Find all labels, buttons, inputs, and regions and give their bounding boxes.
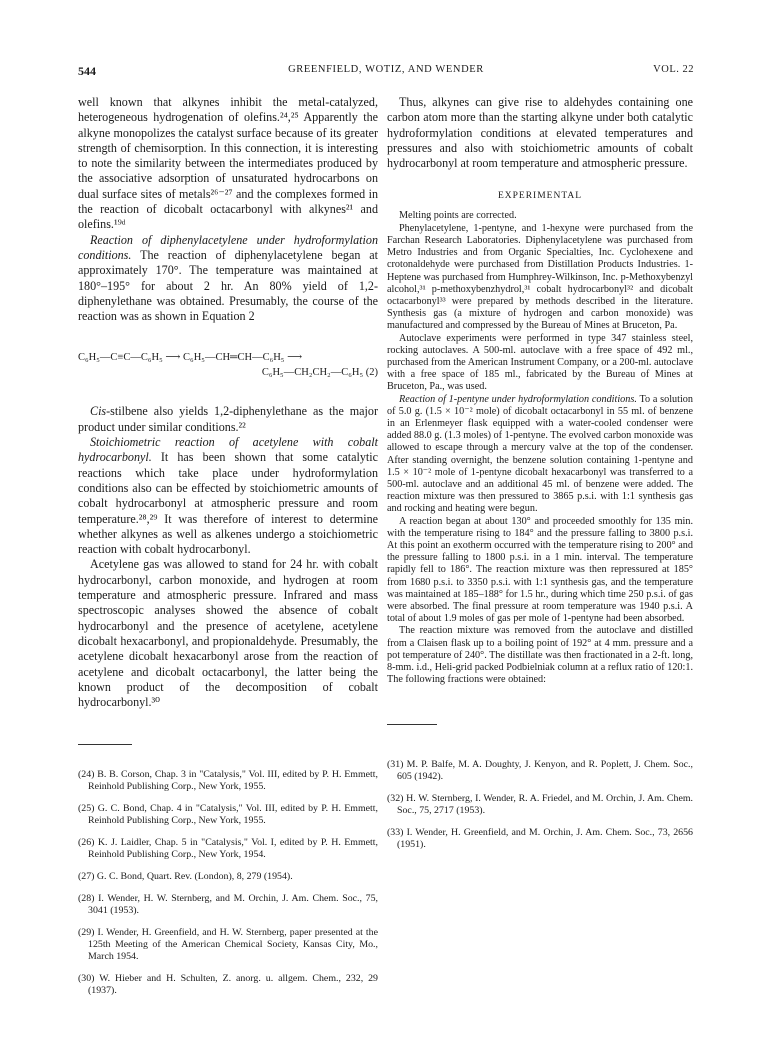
left-column: [78, 95, 378, 1007]
left-paragraph-5: Acetylene gas was allowed to stand for 24 hr. with cobalt hydrocarbonyl, carbon monoxide, and hydrogen at room temperature and atmospheric pressure. Infrared and mass spectroscopic analyses showed the absence of cobalt hydrocarbonyl and the presence of acetylene, acetylene dicobalt hexacarbonyl, and propionaldehyde. Presumably, the acetylene dicobalt hexacarbonyl arose from the reaction of acetylene and dicobalt octacarbonyl, the latter being the known product of the decomposition of cobalt hydrocarbonyl.³⁰: [78, 557, 378, 710]
right-column: [387, 95, 693, 861]
footnotes-right: [387, 759, 693, 851]
footnote: (24) B. B. Corson, Chap. 3 in "Catalysis," Vol. III, edited by P. H. Emmett, Reinhold Publishing Corp., New York, 1955.: [78, 769, 378, 793]
experimental-paragraph-3: Autoclave experiments were performed in type 347 stainless steel, rocking autoclaves. A 500-ml. autoclave with a free space of 492 ml., purchased from the American Instrument Company, or a 200-ml. autoclave with a free space of 185 ml., fabricated by the Bureau of Mines at Bruceton, Pa., was used.: [387, 332, 693, 393]
equation-line-1: C₆H₅—C≡C—C₆H₅ ⟶ C₆H₅—CH═CH—C₆H₅ ⟶: [78, 352, 303, 364]
experimental-paragraph-6: The reaction mixture was removed from the autoclave and distilled from a Claisen flask up to a boiling point of 192° at 4 mm. pressure and a pot temperature of 240°. The distillate was then fractionated in a 2-ft. long, 8-mm. i.d., Heli-grid packed Podbielniak column at a reflux ratio of 120:1. The following fractions were obtained:: [387, 625, 693, 686]
running-head: GREENFIELD, WOTIZ, AND WENDER: [288, 64, 484, 75]
footnote: (29) I. Wender, H. Greenfield, and H. W. Sternberg, paper presented at the 125th Meeting of the American Chemical Society, Kansas City, Mo., March 1954.: [78, 926, 378, 962]
section-heading: EXPERIMENTAL: [497, 191, 583, 202]
footnote: (25) G. C. Bond, Chap. 4 in "Catalysis," Vol. III, edited by P. H. Emmett, Reinhold Publishing Corp., New York, 1955.: [78, 803, 378, 827]
run-in-heading: Reaction of 1-pentyne under hydroformylation conditions.: [399, 393, 637, 405]
experimental-paragraph-5: A reaction began at about 130° and proceeded smoothly for 135 min. with the temperature rising to 184° and the pressure falling to 3800 p.s.i. At this point an exotherm occurred with the temperature rising to 200° and the pressure falling to 1800 p.s.i. in a 1 min. interval. The temperature rapidly fell to 186°. The reaction mixture was then repressured at 185° from 1680 p.s.i. to 3350 p.s.i. with 1:1 synthesis gas, and the temperature was maintained at 185–188° for 1.5 hr., during which time 250 p.s.i. of gas were absorbed. The final pressure at room temperature was 1940 p.s.i. A total of about 1.9 moles of gas per mole of 1-pentyne had been absorbed.: [387, 515, 693, 625]
page-header: [78, 64, 694, 80]
experimental-paragraph-1: Melting points are corrected.: [399, 210, 517, 222]
left-paragraph-3: Cis-stilbene also yields 1,2-diphenylethane as the major product under similar conditions.²²: [78, 404, 378, 434]
page-number: 544: [78, 64, 96, 78]
experimental-paragraph-4: Reaction of 1-pentyne under hydroformylation conditions. To a solution of 5.0 g. (1.5 × 10⁻² mole) of dicobalt octacarbonyl in 55 ml. of benzene in an Erlenmeyer flask equipped with a water-cooled condenser were added 88.0 g. (1.3 moles) of 1-pentyne. The evolved carbon monoxide was allowed to escape through a mercury valve at the top of the condenser. After standing overnight, the benzene solution containing 1-pentyne and 1.5 × 10⁻² mole of 1-pentyne dicobalt hexacarbonyl was transferred to a 500-ml. autoclave and an additional 45 ml. of benzene were added. The reaction mixture was then pressured to 3865 p.s.i. with 1:1 synthesis gas and rocking and heating were begun.: [387, 393, 693, 515]
footnote: (32) H. W. Sternberg, I. Wender, R. A. Friedel, and M. Orchin, J. Am. Chem. Soc., 75, 2717 (1953).: [387, 793, 693, 817]
equation-line-2: C₆H₅—CH₂CH₂—C₆H₅ (2): [261, 367, 378, 379]
footnote: (28) I. Wender, H. W. Sternberg, and M. Orchin, J. Am. Chem. Soc., 75, 3041 (1953).: [78, 892, 378, 916]
equation-2: [78, 350, 378, 380]
footnote: (27) G. C. Bond, Quart. Rev. (London), 8, 279 (1954).: [78, 871, 293, 883]
left-paragraph-1: well known that alkynes inhibit the metal-catalyzed, heterogeneous hydrogenation of olefins.²⁴,²⁵ Apparently the alkyne monopolizes the catalyst surface because of its greater strength of chemisorption. In this connection, it is interesting to note the similarity between the intermediates produced by the associative adsorption of unsaturated hydrocarbons on dual surface sites of metals²⁶⁻²⁷ and the complexes formed in the reaction of dicobalt octacarbonyl with alkynes²¹ and olefins.¹⁹ᵈ: [78, 95, 378, 232]
left-paragraph-2: Reaction of diphenylacetylene under hydroformylation conditions. The reaction of diphenylacetylene began at approximately 170°. The temperature was maintained at 180°–195° for about 2 hr. An 80% yield of 1,2-diphenylethane was obtained. Presumably, the course of the reaction was as shown in Equation 2: [78, 232, 378, 324]
footnote: (26) K. J. Laidler, Chap. 5 in "Catalysis," Vol. I, edited by P. H. Emmett, Reinhold Publishing Corp., New York, 1954.: [78, 837, 378, 861]
footnote-rule: [387, 724, 437, 725]
footnote: (31) M. P. Balfe, M. A. Doughty, J. Kenyon, and R. Poplett, J. Chem. Soc., 605 (1942).: [387, 759, 693, 783]
footnote-rule: [78, 744, 132, 745]
footnotes-left: [78, 769, 378, 996]
run-in-heading: Stoichiometric reaction of acetylene with cobalt hydrocarbonyl.: [78, 435, 378, 465]
volume-label: VOL. 22: [653, 64, 694, 75]
footnote: (33) I. Wender, H. Greenfield, and M. Orchin, J. Am. Chem. Soc., 73, 2656 (1951).: [387, 827, 693, 851]
right-paragraph-1: Thus, alkynes can give rise to aldehydes containing one carbon atom more than the starting alkyne under both catalytic hydroformylation conditions at elevated temperatures and pressures and also with stoichiometric amounts of cobalt hydrocarbonyl at room temperature and atmospheric pressure.: [387, 95, 693, 171]
run-in-heading: Reaction of diphenylacetylene under hydroformylation conditions.: [78, 232, 378, 262]
left-paragraph-4: Stoichiometric reaction of acetylene with cobalt hydrocarbonyl. It has been shown that some catalytic reactions which take place under hydroformylation conditions also can be effected by stoichiometric amounts of cobalt hydrocarbonyl at atmospheric pressure and room temperature.²⁸,²⁹ It was therefore of interest to determine whether alkynes as well as alkenes undergo a stoichiometric reaction with cobalt hydrocarbonyl.: [78, 435, 378, 557]
footnote: (30) W. Hieber and H. Schulten, Z. anorg. u. allgem. Chem., 232, 29 (1937).: [78, 972, 378, 996]
experimental-paragraph-2: Phenylacetylene, 1-pentyne, and 1-hexyne were purchased from the Farchan Research Laboratories. Diphenylacetylene was purchased from Metro Industries and from Organic Specialties, Inc. Cyclohexene and crotonaldehyde were purchased from Distillation Products Industries. 1-Heptene was purchased from Humphrey-Wilkinson, Inc. p-Methoxybenzyl alcohol,³¹ p-methoxybenzhydrol,³¹ cobalt hydrocarbonyl³² and dicobalt octacarbonyl³³ were prepared by methods described in the literature. Synthesis gas (a mixture of hydrogen and carbon monoxide) was manufactured and compressed by the Bureau of Mines at Bruceton, Pa.: [387, 222, 693, 332]
